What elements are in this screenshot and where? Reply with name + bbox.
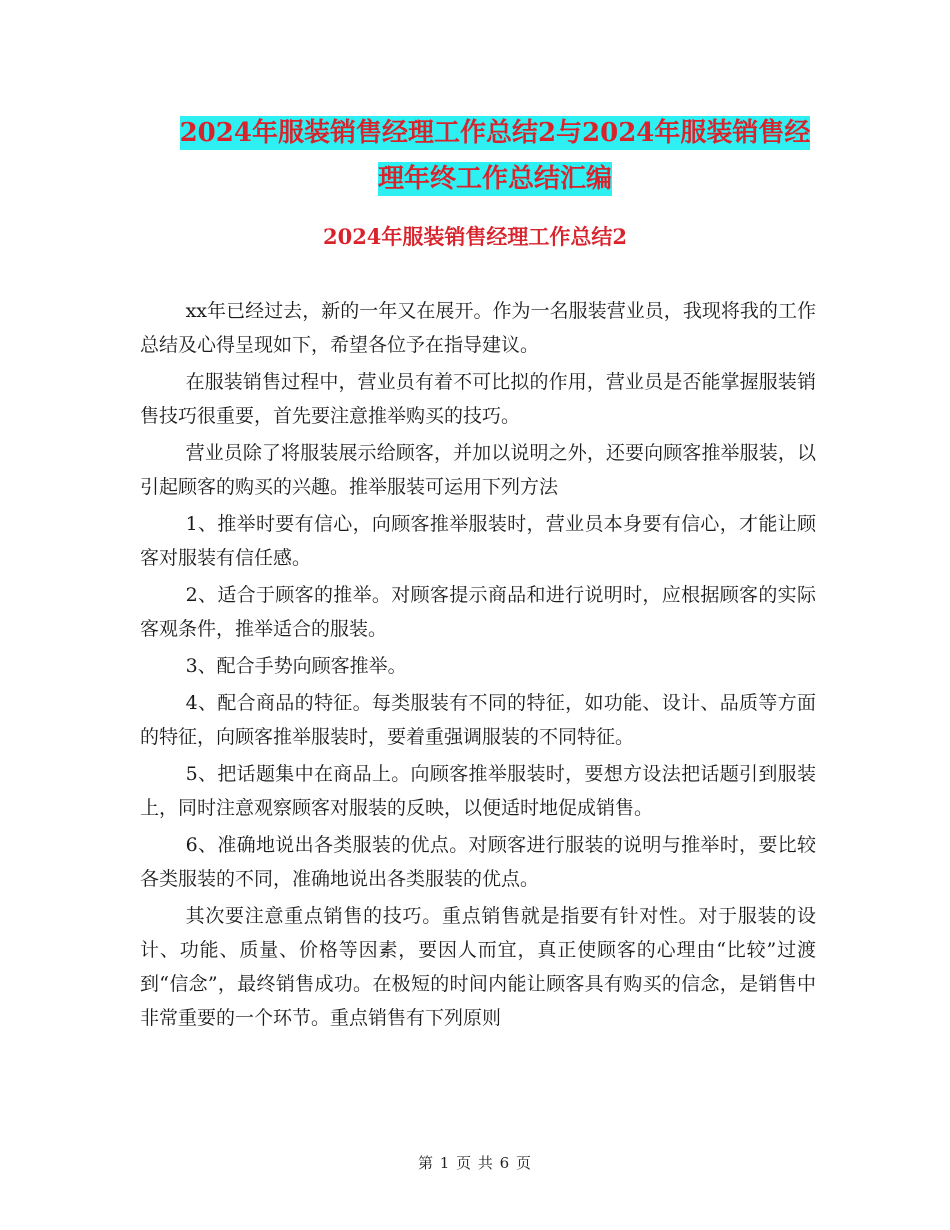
paragraph: 1、推举时要有信心，向顾客推举服装时，营业员本身要有信心，才能让顾客对服装有信任感。 (140, 513, 816, 569)
paragraph: 2、适合于顾客的推举。对顾客提示商品和进行说明时，应根据顾客的实际客观条件，推举适合的服装。 (140, 584, 816, 640)
document-title-line-1: 2024年服装销售经理工作总结2与2024年服装销售经 (179, 118, 811, 148)
document-title-line-2: 理年终工作总结汇编 (377, 164, 612, 194)
paragraph: 在服装销售过程中，营业员有着不可比拟的作用，营业员是否能掌握服装销售技巧很重要，首先要注意推举购买的技巧。 (140, 371, 816, 427)
paragraph: xx年已经过去，新的一年又在展开。作为一名服装营业员，我现将我的工作总结及心得呈现如下，希望各位予在指导建议。 (140, 300, 816, 356)
document-title (140, 110, 850, 202)
section-title: 2024年服装销售经理工作总结2 (322, 224, 628, 249)
paragraph: 6、准确地说出各类服装的优点。对顾客进行服装的说明与推举时，要比较各类服装的不同，准确地说出各类服装的优点。 (140, 834, 816, 890)
paragraph: 其次要注意重点销售的技巧。重点销售就是指要有针对性。对于服装的设计、功能、质量、价格等因素，要因人而宜，真正使顾客的心理由“比较”过渡到“信念”，最终销售成功。在极短的时间内能让顾客具有购买的信念，是销售中非常重要的一个环节。重点销售有下列原则 (140, 905, 816, 1029)
paragraph: 3、配合手势向顾客推举。 (185, 655, 407, 677)
paragraph: 营业员除了将服装展示给顾客，并加以说明之外，还要向顾客推举服装，以引起顾客的购买的兴趣。推举服装可运用下列方法 (140, 442, 816, 498)
paragraph: 5、把话题集中在商品上。向顾客推举服装时，要想方设法把话题引到服装上，同时注意观察顾客对服装的反映，以便适时地促成销售。 (140, 763, 816, 819)
document-body (140, 294, 816, 1038)
paragraph: 4、配合商品的特征。每类服装有不同的特征，如功能、设计、品质等方面的特征，向顾客推举服装时，要着重强调服装的不同特征。 (140, 692, 816, 748)
page-footer: 第 1 页 共 6 页 (418, 1154, 532, 1172)
